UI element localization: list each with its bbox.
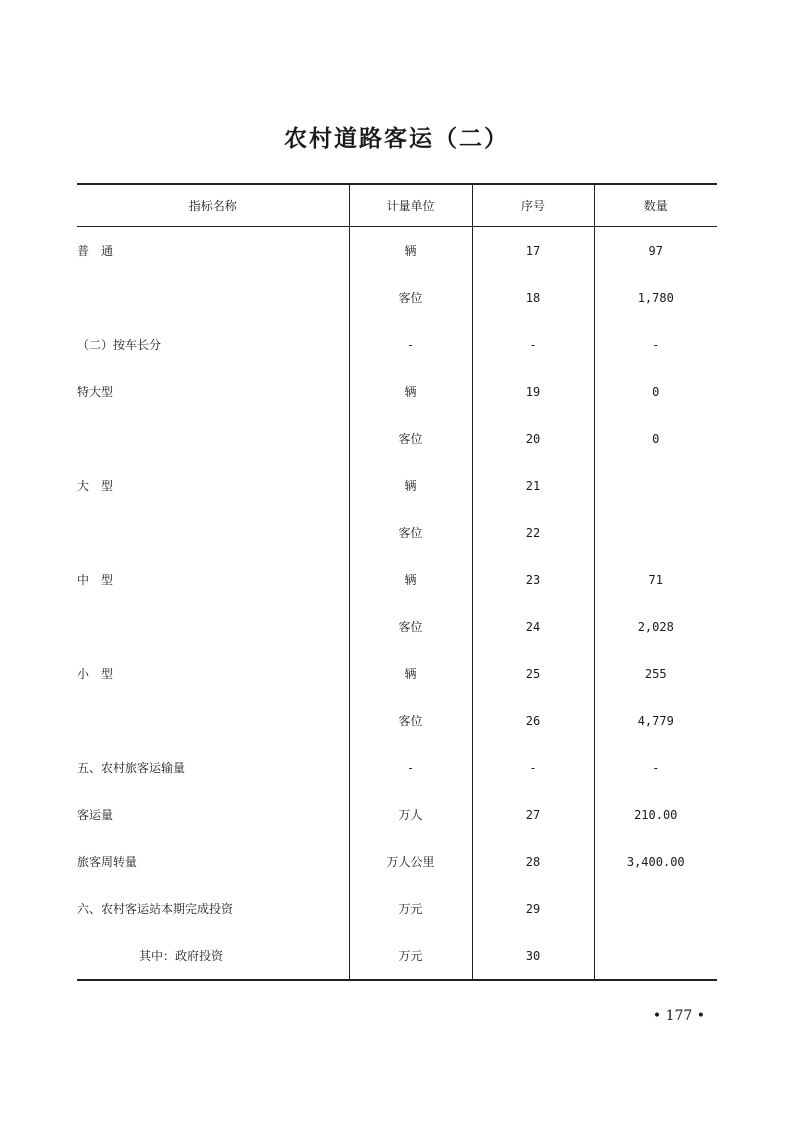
- row-seq: -: [472, 744, 594, 791]
- table-row: [77, 509, 717, 556]
- row-unit: 辆: [349, 368, 472, 415]
- row-name: 大 型: [77, 479, 114, 493]
- table-row: [77, 415, 717, 462]
- row-name: [77, 603, 349, 650]
- row-seq: 21: [472, 462, 594, 509]
- row-qty: 0: [594, 368, 717, 415]
- row-unit: 客位: [349, 274, 472, 321]
- row-qty: 255: [594, 650, 717, 697]
- table-header-row: [77, 184, 717, 227]
- row-qty: [594, 509, 717, 556]
- row-unit: 客位: [349, 415, 472, 462]
- row-unit: 客位: [349, 697, 472, 744]
- header-indicator-name: 指标名称: [77, 184, 349, 227]
- table-row: [77, 321, 717, 368]
- row-seq: 24: [472, 603, 594, 650]
- row-seq: -: [472, 321, 594, 368]
- table-row: [77, 744, 717, 791]
- row-unit: 万元: [349, 932, 472, 980]
- table-row: [77, 556, 717, 603]
- row-name: [77, 415, 349, 462]
- row-qty: 1,780: [594, 274, 717, 321]
- table-row: [77, 227, 717, 275]
- row-seq: 23: [472, 556, 594, 603]
- row-seq: 19: [472, 368, 594, 415]
- row-seq: 18: [472, 274, 594, 321]
- row-unit: 客位: [349, 509, 472, 556]
- table-row: [77, 650, 717, 697]
- row-qty: 210.00: [594, 791, 717, 838]
- row-qty: [594, 462, 717, 509]
- row-unit: 辆: [349, 227, 472, 275]
- row-qty: -: [594, 744, 717, 791]
- row-name: 中 型: [77, 573, 114, 587]
- row-qty: 4,779: [594, 697, 717, 744]
- row-name: [77, 274, 349, 321]
- table-row: [77, 462, 717, 509]
- row-seq: 29: [472, 885, 594, 932]
- table-row: [77, 791, 717, 838]
- row-qty: 0: [594, 415, 717, 462]
- row-seq: 27: [472, 791, 594, 838]
- row-unit: 辆: [349, 462, 472, 509]
- row-seq: 20: [472, 415, 594, 462]
- row-qty: 71: [594, 556, 717, 603]
- row-unit: 客位: [349, 603, 472, 650]
- header-quantity: 数量: [594, 184, 717, 227]
- table-row: [77, 838, 717, 885]
- row-unit: 辆: [349, 556, 472, 603]
- row-unit: 辆: [349, 650, 472, 697]
- row-name: 五、农村旅客运输量: [77, 761, 186, 775]
- row-name: 普 通: [77, 244, 114, 258]
- row-unit: 万元: [349, 885, 472, 932]
- row-qty: [594, 885, 717, 932]
- row-seq: 22: [472, 509, 594, 556]
- page-number: • 177 •: [652, 1008, 705, 1024]
- row-unit: -: [349, 321, 472, 368]
- row-name: [77, 509, 349, 556]
- row-name: 特大型: [77, 385, 114, 399]
- page-title: 农村道路客运（二）: [284, 125, 509, 152]
- header-unit: 计量单位: [349, 184, 472, 227]
- table-row: [77, 885, 717, 932]
- statistics-table: [77, 183, 717, 981]
- row-name: 小 型: [77, 667, 114, 681]
- row-seq: 30: [472, 932, 594, 980]
- row-seq: 25: [472, 650, 594, 697]
- row-seq: 17: [472, 227, 594, 275]
- row-qty: -: [594, 321, 717, 368]
- row-qty: 97: [594, 227, 717, 275]
- table-row: [77, 603, 717, 650]
- row-unit: -: [349, 744, 472, 791]
- row-name: 旅客周转量: [77, 855, 138, 869]
- row-qty: [594, 932, 717, 980]
- row-unit: 万人: [349, 791, 472, 838]
- table-row: [77, 932, 717, 980]
- row-name: 其中：政府投资: [139, 949, 224, 963]
- row-seq: 26: [472, 697, 594, 744]
- row-name: （二）按车长分: [77, 338, 162, 352]
- row-name: 六、农村客运站本期完成投资: [77, 902, 234, 916]
- table-row: [77, 274, 717, 321]
- table-row: [77, 368, 717, 415]
- header-sequence: 序号: [472, 184, 594, 227]
- row-qty: 3,400.00: [594, 838, 717, 885]
- row-seq: 28: [472, 838, 594, 885]
- row-unit: 万人公里: [349, 838, 472, 885]
- row-name: [77, 697, 349, 744]
- row-name: 客运量: [77, 808, 114, 822]
- table-row: [77, 697, 717, 744]
- row-qty: 2,028: [594, 603, 717, 650]
